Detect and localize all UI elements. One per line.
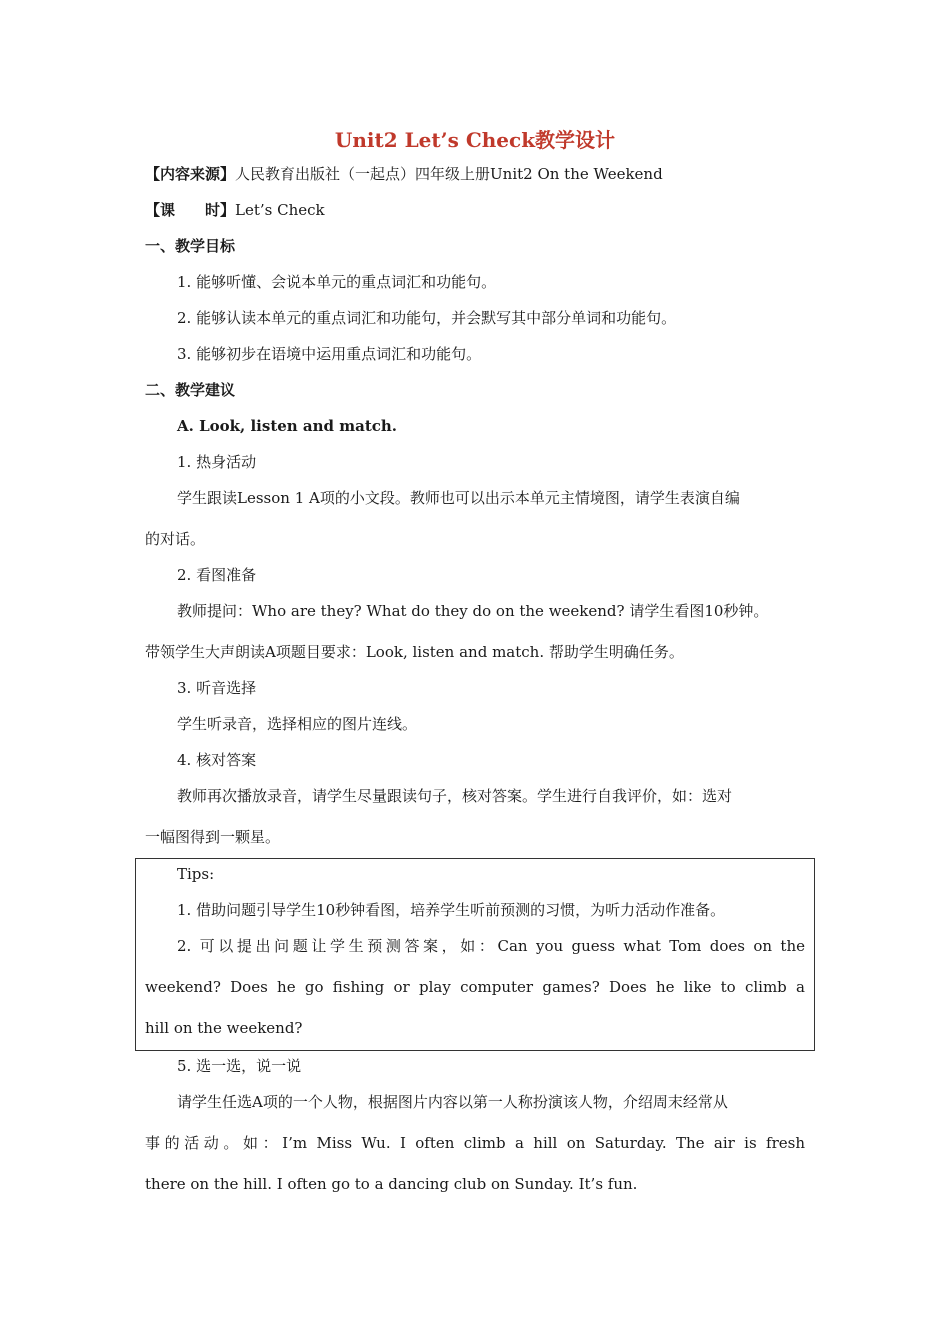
step2-text-line1: 教师提问：Who are they? What do they do on the weekend? 请学生看图10秒钟。 [177, 602, 769, 620]
tip-1: 1. 借助问题引导学生10秒钟看图，培养学生听前预测的习惯，为听力活动作准备。 [177, 901, 726, 919]
goal-item-3: 3. 能够初步在语境中运用重点词汇和功能句。 [177, 345, 482, 363]
step4-title: 4. 核对答案 [177, 751, 257, 769]
source-label: 【内容来源】 [145, 165, 236, 183]
tips-heading: Tips: [177, 865, 215, 883]
step3-text-line1: 学生听录音，选择相应的图片连线。 [177, 715, 418, 733]
tip-2-line3: hill on the weekend? [145, 1019, 303, 1037]
step1-text-line1: 学生跟读Lesson 1 A项的小文段。教师也可以出示本单元主情境图，请学生表演自编 [177, 489, 740, 507]
tip-2-line1: 2. 可以提出问题让学生预测答案，如：Can you guess what Tom does on the [177, 937, 805, 955]
section1-heading: 一、教学目标 [145, 237, 236, 255]
period-label: 【课 时】 [145, 201, 236, 219]
tip-2-line2: weekend? Does he go fishing or play computer games? Does he like to climb a [145, 978, 805, 996]
section2-heading: 二、教学建议 [145, 381, 236, 399]
step4-text-line2: 一幅图得到一颗星。 [145, 828, 281, 846]
step4-text-line1: 教师再次播放录音，请学生尽量跟读句子，核对答案。学生进行自我评价，如：选对 [177, 787, 733, 805]
period-line [145, 200, 325, 220]
document-title: Unit2 Let’s Check教学设计 [334, 128, 616, 152]
step5-title: 5. 选一选，说一说 [177, 1057, 302, 1075]
step5-text-line3: there on the hill. I often go to a dancing club on Sunday. It’s fun. [145, 1175, 638, 1193]
goal-item-1: 1. 能够听懂、会说本单元的重点词汇和功能句。 [177, 273, 497, 291]
step5-text-line2: 事的活动。如：I’m Miss Wu. I often climb a hill on Saturday. The air is fresh [145, 1134, 805, 1152]
step2-title: 2. 看图准备 [177, 566, 257, 584]
step2-text-line2: 带领学生大声朗读A项题目要求：Look, listen and match. 帮助学生明确任务。 [145, 643, 684, 661]
source-line [145, 164, 663, 184]
goal-item-2: 2. 能够认读本单元的重点词汇和功能句，并会默写其中部分单词和功能句。 [177, 309, 677, 327]
part-a-heading: A. Look, listen and match. [177, 417, 398, 435]
step1-text-line2: 的对话。 [145, 530, 206, 548]
step3-title: 3. 听音选择 [177, 679, 257, 697]
source-value: 人民教育出版社（一起点）四年级上册Unit2 On the Weekend [235, 165, 663, 183]
period-value: Let’s Check [235, 201, 325, 219]
step1-title: 1. 热身活动 [177, 453, 257, 471]
step5-text-line1: 请学生任选A项的一个人物，根据图片内容以第一人称扮演该人物，介绍周末经常从 [177, 1093, 728, 1111]
